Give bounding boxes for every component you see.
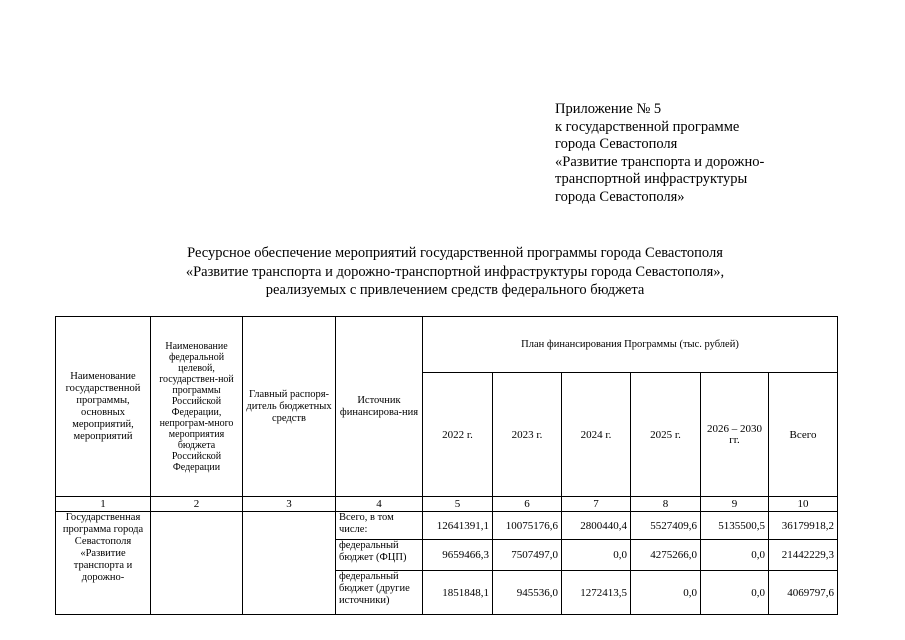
header-year: 2024 г. [562, 373, 631, 497]
value-cell: 0,0 [562, 540, 631, 571]
title-line: Ресурсное обеспечение мероприятий государственной программы города Севастополя [187, 245, 723, 261]
value-cell: 12641391,1 [423, 512, 493, 540]
value-cell: 2800440,4 [562, 512, 631, 540]
header-total: Всего [769, 373, 838, 497]
federal-program-cell [151, 512, 243, 615]
budget-manager-cell [243, 512, 336, 615]
value-cell: 0,0 [701, 571, 769, 615]
header-year: 2022 г. [423, 373, 493, 497]
source-cell: федеральный бюджет (ФЦП) [336, 540, 423, 571]
column-number: 4 [336, 497, 423, 512]
column-number: 6 [493, 497, 562, 512]
header-year: 2023 г. [493, 373, 562, 497]
column-number: 3 [243, 497, 336, 512]
header-federal-program: Наименование федеральной целевой, государствен-ной программы Российской Федерации, непрограм-много мероприятия бюджета Российской Федерации [151, 317, 243, 497]
column-number: 5 [423, 497, 493, 512]
program-name-cell: Государственная программа города Севастополя «Развитие транспорта и дорожно- [56, 512, 151, 615]
appendix-line: к государственной программе [555, 118, 740, 135]
column-number: 8 [631, 497, 701, 512]
header-funding-source: Источник финансирова-ния [336, 317, 423, 497]
value-cell: 5135500,5 [701, 512, 769, 540]
value-cell: 0,0 [701, 540, 769, 571]
column-number: 2 [151, 497, 243, 512]
column-number: 1 [56, 497, 151, 512]
document-title [130, 244, 780, 300]
value-cell: 4275266,0 [631, 540, 701, 571]
title-line: реализуемых с привлечением средств федерального бюджета [265, 282, 645, 298]
source-cell: федеральный бюджет (другие источники) [336, 571, 423, 615]
value-cell: 9659466,3 [423, 540, 493, 571]
funding-table [55, 316, 838, 615]
appendix-line: города Севастополя» [555, 188, 685, 205]
value-cell: 7507497,0 [493, 540, 562, 571]
appendix-line: Приложение № 5 [555, 101, 662, 117]
appendix-block [555, 101, 764, 206]
value-cell: 1851848,1 [423, 571, 493, 615]
header-financing-plan: План финансирования Программы (тыс. рублей) [423, 317, 838, 373]
title-line: «Развитие транспорта и дорожно-транспортной инфраструктуры города Севастополя», [185, 263, 725, 280]
column-number: 9 [701, 497, 769, 512]
value-cell: 4069797,6 [769, 571, 838, 615]
column-number: 10 [769, 497, 838, 512]
value-cell: 945536,0 [493, 571, 562, 615]
value-cell: 21442229,3 [769, 540, 838, 571]
value-cell: 10075176,6 [493, 512, 562, 540]
value-cell: 5527409,6 [631, 512, 701, 540]
value-cell: 1272413,5 [562, 571, 631, 615]
source-cell: Всего, в том числе: [336, 512, 423, 540]
header-budget-manager: Главный распоря-дитель бюджетных средств [243, 317, 336, 497]
value-cell: 0,0 [631, 571, 701, 615]
appendix-line: «Развитие транспорта и дорожно- [555, 153, 765, 170]
header-program-name: Наименование государственной программы, основных мероприятий, мероприятий [56, 317, 151, 497]
appendix-line: транспортной инфраструктуры [555, 171, 748, 187]
header-year: 2026 – 2030 гг. [701, 373, 769, 497]
value-cell: 36179918,2 [769, 512, 838, 540]
column-number: 7 [562, 497, 631, 512]
appendix-line: города Севастополя [555, 136, 678, 152]
header-year: 2025 г. [631, 373, 701, 497]
